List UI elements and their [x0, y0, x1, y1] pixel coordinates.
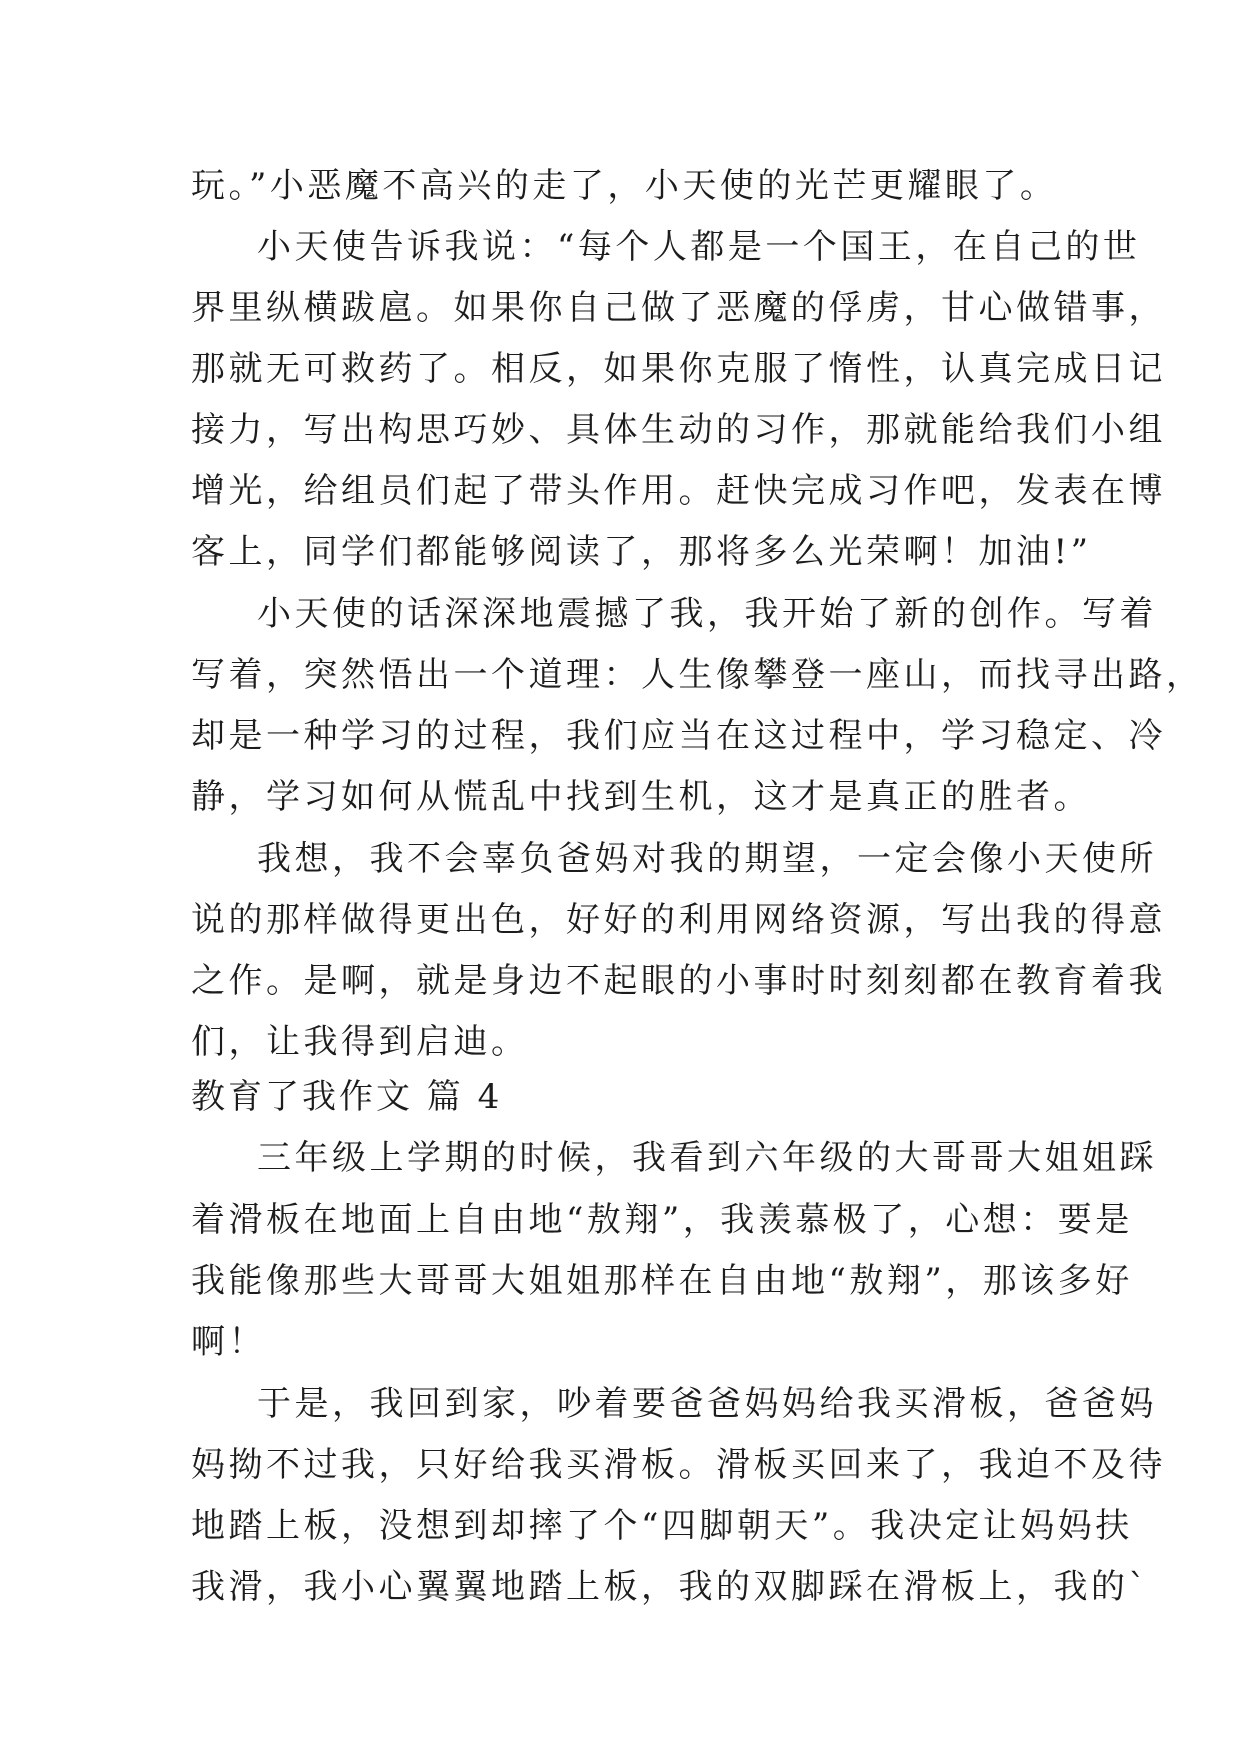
text-line: 于是，我回到家，吵着要爸爸妈妈给我买滑板，爸爸妈: [257, 1384, 1157, 1424]
text-line: 却是一种学习的过程，我们应当在这过程中，学习稳定、冷: [191, 716, 1166, 756]
text-line: 玩。”小恶魔不高兴的走了，小天使的光芒更耀眼了。: [191, 166, 1058, 206]
text-line: 地踏上板，没想到却摔了个“四脚朝天”。我决定让妈妈扶: [191, 1506, 1133, 1546]
text-line: 接力，写出构思巧妙、具体生动的习作，那就能给我们小组: [191, 410, 1166, 450]
text-line: 那就无可救药了。相反，如果你克服了惰性，认真完成日记: [191, 349, 1166, 389]
text-line: 增光，给组员们起了带头作用。赶快完成习作吧，发表在博: [191, 471, 1166, 511]
text-line: 啊！: [191, 1322, 266, 1362]
text-line: 界里纵横跋扈。如果你自己做了恶魔的俘虏，甘心做错事，: [191, 288, 1166, 328]
text-line: 三年级上学期的时候，我看到六年级的大哥哥大姐姐踩: [257, 1138, 1157, 1178]
section-heading: 教育了我作文 篇 4: [191, 1077, 503, 1117]
text-line: 静，学习如何从慌乱中找到生机，这才是真正的胜者。: [191, 777, 1091, 817]
text-line: 们，让我得到启迪。: [191, 1022, 529, 1062]
text-line: 我滑，我小心翼翼地踏上板，我的双脚踩在滑板上，我的`: [191, 1567, 1149, 1607]
text-line: 着滑板在地面上自由地“敖翔”，我羡慕极了，心想：要是: [191, 1200, 1133, 1240]
text-line: 说的那样做得更出色，好好的利用网络资源，写出我的得意: [191, 900, 1166, 940]
text-line: 客上，同学们都能够阅读了，那将多么光荣啊！加油!”: [191, 532, 1092, 572]
text-line: 之作。是啊，就是身边不起眼的小事时时刻刻都在教育着我: [191, 961, 1166, 1001]
text-line: 我想，我不会辜负爸妈对我的期望，一定会像小天使所: [257, 839, 1157, 879]
text-line: 我能像那些大哥哥大姐姐那样在自由地“敖翔”，那该多好: [191, 1261, 1133, 1301]
text-line: 小天使告诉我说：“每个人都是一个国王，在自己的世: [257, 227, 1141, 267]
text-line: 妈拗不过我，只好给我买滑板。滑板买回来了，我迫不及待: [191, 1445, 1166, 1485]
text-line: 写着，突然悟出一个道理：人生像攀登一座山，而找寻出路，: [191, 655, 1204, 695]
text-line: 小天使的话深深地震撼了我，我开始了新的创作。写着: [257, 594, 1157, 634]
